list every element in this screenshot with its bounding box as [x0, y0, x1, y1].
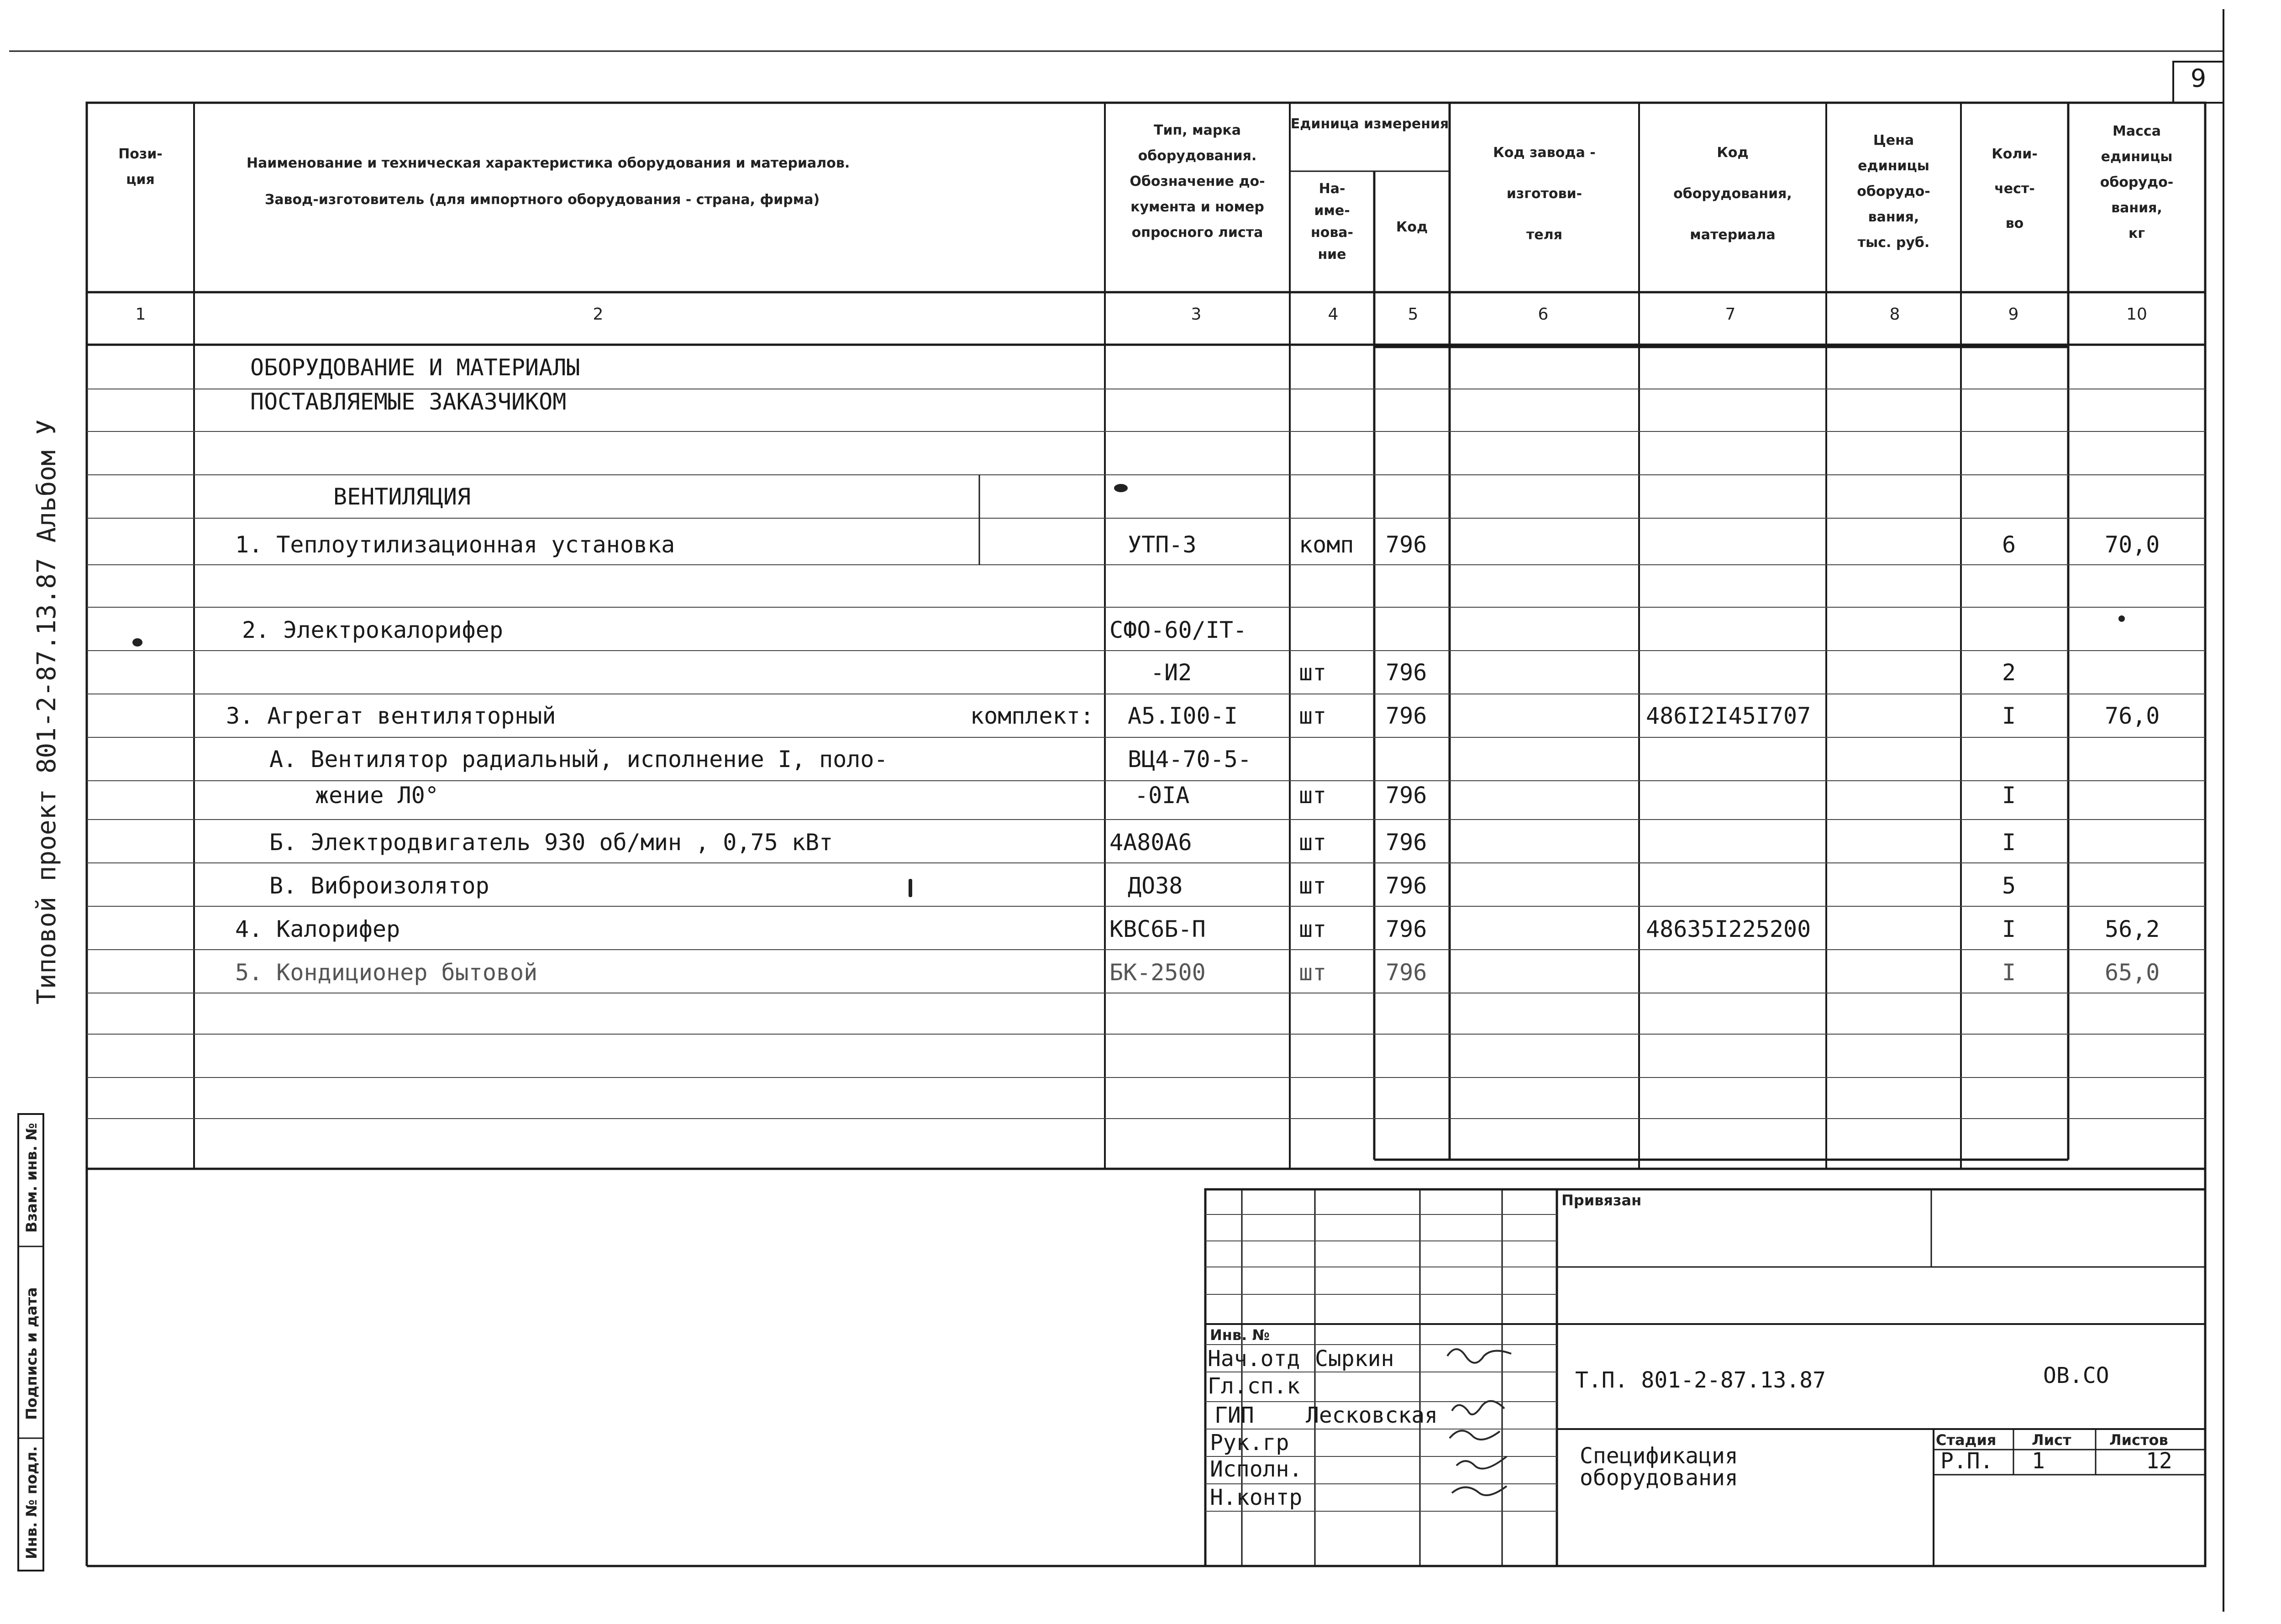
item-code: 796 [1386, 829, 1427, 856]
stage-label: Стадия [1936, 1431, 1997, 1449]
header-quantity: Коли- чест- во [1992, 146, 2038, 231]
document-mark: ОВ.СО [2043, 1363, 2109, 1388]
document-title: Спецификация оборудования [1580, 1443, 1738, 1491]
sheet-value: 1 [2032, 1448, 2045, 1474]
item-name: В. Виброизолятор [269, 872, 489, 899]
item-type: УТП-3 [1128, 531, 1197, 558]
sheets-value: 12 [2146, 1448, 2172, 1474]
header-unit-name: На- име- нова- ние [1310, 181, 1354, 263]
item-qty: 6 [2002, 531, 2016, 558]
inventory-label: Инв. № [1210, 1326, 1270, 1344]
section-title-line2: ПОСТАВЛЯЕМЫЕ ЗАКАЗЧИКОМ [250, 389, 567, 415]
item-name: 2. Электрокалорифер [242, 617, 503, 643]
item-unit: шт [1299, 782, 1327, 809]
item-equipment-code: 48635I225200 [1646, 916, 1811, 942]
col-number-7: 7 [1725, 305, 1736, 324]
item-type: КВС6Б-П [1109, 916, 1206, 942]
col-number-4: 4 [1328, 305, 1339, 324]
col-number-9: 9 [2008, 305, 2019, 324]
item-name: Б. Электродвигатель 930 об/мин , 0,75 кВт [269, 829, 833, 856]
col-number-2: 2 [593, 305, 604, 324]
scan-speck [2118, 615, 2125, 622]
item-unit: шт [1299, 703, 1327, 729]
stamp-sign-date: Подпись и дата [23, 1287, 40, 1420]
stamp-replace-inv: Взам. инв. № [23, 1123, 40, 1233]
section-subtitle: ВЕНТИЛЯЦИЯ [333, 484, 471, 510]
stage-value: Р.П. [1940, 1448, 1993, 1474]
item-qty: I [2002, 782, 2016, 809]
item-code: 796 [1386, 659, 1427, 686]
item-unit: комп [1299, 531, 1354, 558]
item-code: 796 [1386, 916, 1427, 942]
col-number-5: 5 [1408, 305, 1419, 324]
item-qty: I [2002, 959, 2016, 986]
item-mass: 70,0 [2105, 531, 2160, 558]
item-code: 796 [1386, 872, 1427, 899]
scan-speck [1114, 484, 1128, 492]
item-name: 3. Агрегат вентиляторный [226, 703, 556, 729]
item-name: жение Л0° [315, 782, 439, 809]
sheet-number: 9 [2190, 64, 2207, 93]
item-type: ДО38 [1128, 872, 1183, 899]
role-gip: ГИП [1214, 1403, 1254, 1428]
item-name: 5. Кондиционер бытовой [235, 959, 538, 986]
item-code: 796 [1386, 531, 1427, 558]
item-code: 796 [1386, 782, 1427, 809]
item-type: -0IA [1135, 782, 1190, 809]
item-name: А. Вентилятор радиальный, исполнение I, поло- [269, 746, 888, 773]
item-equipment-code: 486I2I45I707 [1646, 703, 1811, 729]
header-type: Тип, марка оборудования. Обозначение до- кумента и номер опросного листа [1130, 122, 1265, 241]
role-norm-control: Н.контр [1210, 1485, 1303, 1510]
attached-label: Привязан [1561, 1192, 1642, 1209]
scan-speck [909, 879, 912, 897]
col-number-6: 6 [1538, 305, 1549, 324]
item-type: А5.I00-I [1128, 703, 1238, 729]
col-number-8: 8 [1889, 305, 1900, 324]
header-position: Пози- ция [118, 146, 163, 188]
item-qty: I [2002, 829, 2016, 856]
item-name: 1. Теплоутилизационная установка [235, 531, 675, 558]
header-unit: Единица измерения [1290, 116, 1449, 132]
name-gip: Лесковская [1306, 1403, 1438, 1428]
section-title-line1: ОБОРУДОВАНИЕ И МАТЕРИАЛЫ [250, 354, 580, 381]
header-mass: Масса единицы оборудо- вания, кг [2100, 123, 2174, 242]
item-type: БК-2500 [1109, 959, 1206, 986]
item-unit: шт [1299, 659, 1327, 686]
item-unit: шт [1299, 959, 1327, 986]
side-project-label: Типовой проект 801-2-87.13.87 Альбом У [32, 419, 62, 1004]
item-type: ВЦ4-70-5- [1128, 746, 1251, 773]
header-unit-code: Код [1396, 219, 1428, 235]
signatures [1443, 1342, 1520, 1516]
scan-speck [132, 638, 142, 646]
item-type: СФО-60/IT- [1109, 617, 1247, 643]
col-number-3: 3 [1191, 305, 1202, 324]
item-qty: I [2002, 703, 2016, 729]
sheet-label: Лист [2032, 1431, 2071, 1449]
item-qty: 2 [2002, 659, 2016, 686]
header-price: Цена единицы оборудо- вания, тыс. руб. [1857, 132, 1930, 251]
item-qty: 5 [2002, 872, 2016, 899]
header-equipment-code: Код оборудования, материала [1673, 145, 1792, 243]
item-mass: 56,2 [2105, 916, 2160, 942]
item-mass: 65,0 [2105, 959, 2160, 986]
item-mass: 76,0 [2105, 703, 2160, 729]
item-type: 4А80А6 [1109, 829, 1192, 856]
role-head-dept: Нач.отд [1208, 1346, 1300, 1372]
name-head-dept: Сыркин [1315, 1346, 1394, 1372]
role-group-lead: Рук.гр [1210, 1430, 1289, 1456]
role-executor: Исполн. [1210, 1456, 1303, 1482]
item-qty: I [2002, 916, 2016, 942]
col-number-1: 1 [135, 305, 146, 324]
document-code: Т.П. 801-2-87.13.87 [1575, 1367, 1826, 1393]
header-name: Наименование и техническая характеристика оборудования и материалов. Завод-изготовитель (для импортного оборудования - страна, фирма) [247, 155, 850, 208]
sheets-label: Листов [2109, 1431, 2168, 1449]
item-unit: шт [1299, 829, 1327, 856]
role-chief-spec: Гл.сп.к [1208, 1373, 1300, 1399]
item-unit: шт [1299, 872, 1327, 899]
header-factory-code: Код завода - изготови- теля [1493, 145, 1596, 243]
item-name: 4. Калорифер [235, 916, 400, 942]
item-unit: шт [1299, 916, 1327, 942]
item-extra: комплект: [970, 703, 1094, 729]
item-code: 796 [1386, 703, 1427, 729]
col-number-10: 10 [2126, 305, 2147, 324]
item-code: 796 [1386, 959, 1427, 986]
stamp-inv-original: Инв. № подл. [23, 1446, 40, 1559]
item-type: -И2 [1151, 659, 1192, 686]
